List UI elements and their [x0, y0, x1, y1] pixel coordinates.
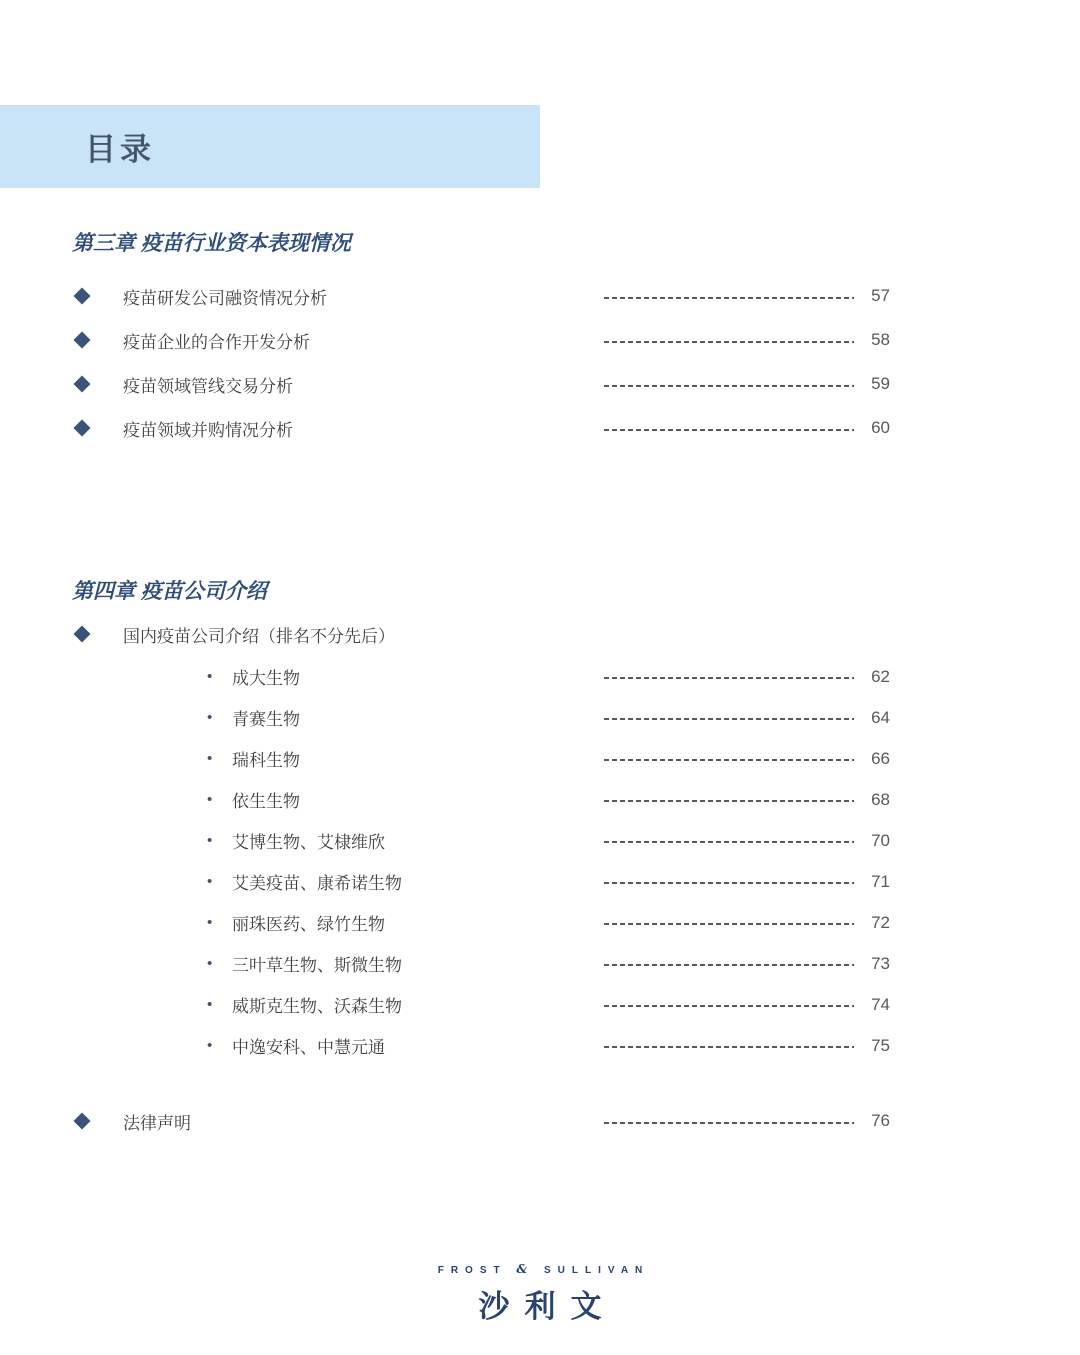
toc-subentry [72, 943, 890, 984]
frost-sullivan-wordmark [0, 1262, 1080, 1276]
toc-subentry [72, 984, 890, 1025]
chapter-4-entries [72, 612, 890, 656]
dot-bullet-icon: • [207, 955, 213, 972]
chapter-3-entries [72, 274, 890, 450]
leader-line [604, 677, 854, 679]
leader-line [604, 385, 854, 387]
page-number: 64 [871, 707, 890, 727]
section-chapter-4 [72, 578, 890, 1066]
page-number: 68 [871, 789, 890, 809]
footer [0, 1262, 1080, 1326]
leader-line [604, 923, 854, 925]
toc-entry-label: 国内疫苗公司介绍（排名不分先后） [123, 626, 395, 646]
toc-entry-label: 艾博生物、艾棣维欣 [232, 833, 385, 852]
page-number: 73 [871, 953, 890, 973]
toc-entry-label: 瑞科生物 [232, 751, 300, 770]
page-title: 目录 [85, 132, 155, 167]
leader-line [604, 1046, 854, 1048]
toc-entry-label: 疫苗研发公司融资情况分析 [123, 288, 327, 308]
page-number: 72 [871, 912, 890, 932]
page-number: 75 [871, 1035, 890, 1055]
diamond-bullet-icon [74, 376, 91, 393]
dot-bullet-icon: • [207, 668, 213, 685]
page-number: 66 [871, 748, 890, 768]
logo-ampersand: & [516, 1262, 535, 1276]
dot-bullet-icon: • [207, 1037, 213, 1054]
toc-entry-label: 青赛生物 [232, 710, 300, 729]
toc-banner [0, 105, 540, 188]
toc-content [72, 230, 890, 1143]
section-heading: 第三章 疫苗行业资本表现情况 [72, 232, 351, 255]
leader-line [604, 800, 854, 802]
page-number: 70 [871, 830, 890, 850]
toc-entry-label: 依生生物 [232, 792, 300, 811]
dot-bullet-icon: • [207, 750, 213, 767]
section-heading: 第四章 疫苗公司介绍 [72, 580, 267, 603]
toc-subentry [72, 779, 890, 820]
toc-entry-label: 疫苗企业的合作开发分析 [123, 332, 310, 352]
toc-entry-label: 疫苗领域管线交易分析 [123, 376, 293, 396]
diamond-bullet-icon [74, 332, 91, 349]
toc-subentry [72, 697, 890, 738]
leader-line [604, 1005, 854, 1007]
toc-entry-label: 三叶草生物、斯微生物 [232, 956, 402, 975]
toc-subentry [72, 1025, 890, 1066]
leader-line [604, 718, 854, 720]
leader-line [604, 759, 854, 761]
page-number: 76 [871, 1111, 890, 1130]
toc-entry [72, 612, 890, 656]
leader-line [604, 341, 854, 343]
toc-entry [72, 362, 890, 406]
section-chapter-3 [72, 230, 890, 450]
dot-bullet-icon: • [207, 832, 213, 849]
page-number: 59 [871, 374, 890, 393]
dot-bullet-icon: • [207, 873, 213, 890]
leader-line [604, 429, 854, 431]
toc-entry [72, 274, 890, 318]
leader-line [604, 841, 854, 843]
page-number: 57 [871, 286, 890, 305]
toc-entry-label: 疫苗领域并购情况分析 [123, 420, 293, 440]
dot-bullet-icon: • [207, 996, 213, 1013]
page-number: 62 [871, 666, 890, 686]
leader-line [604, 1122, 854, 1124]
leader-line [604, 882, 854, 884]
toc-subentry [72, 738, 890, 779]
diamond-bullet-icon [74, 420, 91, 437]
page-number: 60 [871, 418, 890, 437]
shalivan-logo-text: 沙利文 [478, 1289, 617, 1324]
logo-word-sullivan: SULLIVAN [544, 1265, 650, 1276]
toc-subentry [72, 902, 890, 943]
logo-word-frost: FROST [437, 1265, 507, 1276]
page-number: 58 [871, 330, 890, 349]
toc-entry-legal [72, 1099, 890, 1143]
diamond-bullet-icon [74, 1113, 91, 1130]
toc-subentry [72, 861, 890, 902]
leader-line [604, 297, 854, 299]
diamond-bullet-icon [74, 626, 91, 643]
diamond-bullet-icon [74, 288, 91, 305]
toc-entry [72, 406, 890, 450]
page-number: 74 [871, 994, 890, 1014]
toc-entry-label: 中逸安科、中慧元通 [232, 1038, 385, 1057]
dot-bullet-icon: • [207, 914, 213, 931]
dot-bullet-icon: • [207, 791, 213, 808]
toc-entry-label: 艾美疫苗、康希诺生物 [232, 874, 402, 893]
toc-entry-label: 丽珠医药、绿竹生物 [232, 915, 385, 934]
toc-entry [72, 318, 890, 362]
page-number: 71 [871, 871, 890, 891]
toc-entry-label: 威斯克生物、沃森生物 [232, 997, 402, 1016]
toc-entry-label: 法律声明 [123, 1113, 191, 1133]
toc-subentry [72, 656, 890, 697]
toc-entry-label: 成大生物 [232, 669, 300, 688]
leader-line [604, 964, 854, 966]
toc-subentry [72, 820, 890, 861]
company-entries [72, 656, 890, 1066]
dot-bullet-icon: • [207, 709, 213, 726]
